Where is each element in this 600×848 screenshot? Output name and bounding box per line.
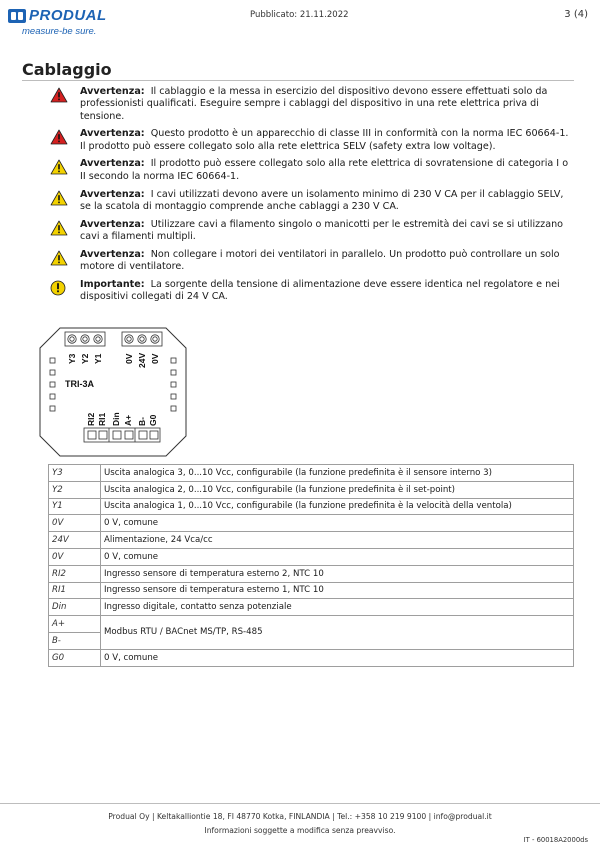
produal-logo [8, 6, 118, 40]
bottom-terminal-block [84, 428, 160, 442]
warning-label: Avvertenza: [80, 248, 145, 260]
terminal-code: Y1 [49, 498, 101, 515]
terminal-code: 24V [49, 532, 101, 549]
terminal-label-b-minus: B- [137, 417, 147, 426]
table-row [49, 616, 574, 633]
warning-item [50, 128, 574, 153]
warning-body: Il prodotto può essere collegato solo alla rete elettrica di sovratensione di categoria I o II secondo la norma IEC 60664-1. [80, 158, 569, 182]
terminal-code-g0: G0 [49, 649, 101, 666]
important-icon [50, 279, 80, 296]
document-code: IT - 60018A2000ds [523, 836, 588, 844]
terminal-description: Uscita analogica 3, 0...10 Vcc, configurabile (la funzione predefinita è il sensore interno 3) [101, 465, 574, 482]
terminal-label-ri1: RI1 [97, 412, 107, 426]
terminal-label-a-plus: A+ [123, 414, 133, 426]
warning-label: Avvertenza: [80, 188, 145, 200]
warning-body: I cavi utilizzati devono avere un isolamento minimo di 230 V CA per il cablaggio SELV, se la scatola di montaggio comprende anche cablaggi a 230 V CA. [80, 188, 564, 212]
warning-text [80, 249, 574, 274]
terminal-label-24v: 24V [137, 352, 147, 368]
warning-label: Avvertenza: [80, 158, 145, 170]
publish-date: Pubblicato: 21.11.2022 [250, 10, 349, 20]
terminal-description: Uscita analogica 2, 0...10 Vcc, configurabile (la funzione predefinita è il set-point) [101, 481, 574, 498]
caution-icon [50, 249, 80, 266]
terminal-code: Y2 [49, 481, 101, 498]
table-row [49, 582, 574, 599]
warning-label: Avvertenza: [80, 218, 145, 230]
device-model-label: TRI-3A [65, 379, 94, 389]
section-title: Cablaggio [22, 60, 112, 79]
danger-icon [50, 128, 80, 145]
warning-text [80, 279, 574, 304]
warning-body: Il cablaggio e la messa in esercizio del dispositivo devono essere effettuati solo da professionisti qualificati. Eseguire sempre i cablaggi del dispositivo in una rete elettrica priva di tensione. [80, 86, 548, 122]
terminal-description: 0 V, comune [101, 515, 574, 532]
warning-item [50, 279, 574, 304]
caution-icon [50, 219, 80, 236]
modbus-description: Modbus RTU / BACnet MS/TP, RS-485 [101, 616, 574, 650]
warning-body: Utilizzare cavi a filamento singolo o manicotti per le estremità dei cavi se si utilizzano cavi a filamenti multipli. [80, 218, 564, 242]
warning-label: Importante: [80, 278, 145, 290]
caution-icon [50, 158, 80, 175]
warning-label: Avvertenza: [80, 128, 145, 140]
warning-text [80, 189, 574, 214]
warning-item [50, 249, 574, 274]
terminal-label-0v-a: 0V [124, 353, 134, 364]
table-row [49, 532, 574, 549]
warning-body: La sorgente della tensione di alimentazione deve essere identica nel regolatore e nei dispositivi collegati di 24 V CA. [80, 278, 560, 303]
warning-label: Avvertenza: [80, 86, 145, 97]
table-row [49, 465, 574, 482]
warning-item [50, 158, 574, 183]
table-row [49, 599, 574, 616]
page-number: 3 (4) [564, 9, 588, 20]
terminal-description: 0 V, comune [101, 548, 574, 565]
terminal-code: Din [49, 599, 101, 616]
terminal-table [48, 464, 574, 667]
table-row [49, 498, 574, 515]
terminal-label-din: Din [111, 412, 121, 426]
terminal-description: Ingresso sensore di temperatura esterno 1, NTC 10 [101, 582, 574, 599]
warning-text [80, 158, 574, 183]
warning-item [50, 189, 574, 214]
terminal-label-y3: Y3 [67, 353, 77, 364]
table-row [49, 548, 574, 565]
terminal-code: 0V [49, 548, 101, 565]
caution-icon [50, 189, 80, 206]
footer-divider [0, 803, 600, 804]
warning-body: Non collegare i motori dei ventilatori in parallelo. Un prodotto può controllare un solo motore di ventilatore. [80, 248, 560, 273]
table-row [49, 481, 574, 498]
warning-body: Questo prodotto è un apparecchio di classe III in conformità con la norma IEC 60664-1. Il prodotto può essere collegato solo alla rete elettrica SELV (safety extra low voltage). [80, 128, 569, 152]
table-row [49, 565, 574, 582]
warning-item [50, 86, 574, 123]
warning-text [80, 86, 574, 123]
warning-item [50, 219, 574, 244]
terminal-code: RI1 [49, 582, 101, 599]
terminal-label-0v-b: 0V [150, 353, 160, 364]
terminal-code: Y3 [49, 465, 101, 482]
company-address: Produal Oy | Keltakalliontie 18, FI 48770 Kotka, FINLANDIA | Tel.: +358 10 219 9100 | info@produal.it [108, 812, 492, 821]
table-row [49, 649, 574, 666]
terminal-code: 0V [49, 515, 101, 532]
warning-list [50, 86, 574, 309]
terminal-label-y2: Y2 [80, 353, 90, 364]
terminal-description: Uscita analogica 1, 0...10 Vcc, configurabile (la funzione predefinita è la velocità della ventola) [101, 498, 574, 515]
brand-name: PRODUAL [29, 7, 107, 24]
terminal-label-y1: Y1 [93, 353, 103, 364]
change-notice: Informazioni soggette a modifica senza preavviso. [204, 826, 396, 835]
warning-text [80, 219, 574, 244]
terminal-label-ri2: RI2 [86, 412, 96, 426]
title-divider [22, 80, 574, 81]
terminal-label-g0: G0 [148, 414, 158, 426]
device-wiring-diagram [38, 326, 188, 458]
danger-icon [50, 86, 80, 103]
ground-description: 0 V, comune [101, 649, 574, 666]
terminal-table-body [49, 465, 574, 667]
terminal-description: Alimentazione, 24 Vca/cc [101, 532, 574, 549]
warning-text [80, 128, 574, 153]
terminal-code-a-plus: A+ [49, 616, 101, 633]
table-row [49, 515, 574, 532]
terminal-code-b-minus: B- [49, 632, 101, 649]
terminal-description: Ingresso digitale, contatto senza potenziale [101, 599, 574, 616]
brand-tagline: measure-be sure. [22, 26, 97, 37]
terminal-code: RI2 [49, 565, 101, 582]
produal-logo-icon [8, 9, 26, 23]
terminal-description: Ingresso sensore di temperatura esterno 2, NTC 10 [101, 565, 574, 582]
